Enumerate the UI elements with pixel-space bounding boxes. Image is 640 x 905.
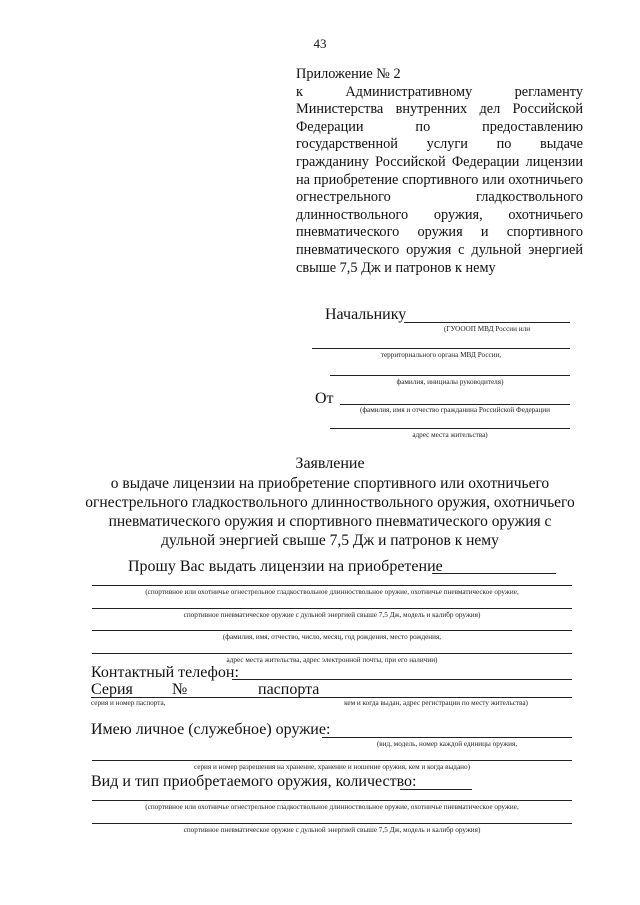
statement-title: Заявление <box>295 455 365 472</box>
caption-personal-2: серия и номер разрешения на хранение, хранение и ношение оружия, кем и когда выдано) <box>194 763 470 771</box>
person-line-1[interactable] <box>92 630 572 631</box>
person-line-2[interactable] <box>92 653 572 654</box>
acquire-line-2[interactable] <box>92 823 572 824</box>
statement-line-1: о выдаче лицензии на приобретение спортивного или охотничьего <box>110 475 550 492</box>
passport-line[interactable] <box>91 697 572 698</box>
caption-acquire-1: (спортивное или охотничье огнестрельное гладкоствольное длинноствольное оружие, охотничье пневматическое оружие, <box>145 803 519 811</box>
address-line[interactable] <box>330 428 570 429</box>
from-label: От <box>315 390 334 407</box>
caption-person-1: (фамилия, имя, отчество, число, месяц, год рождения, место рождения, <box>222 633 442 641</box>
caption-passport-left: серия и номер паспорта, <box>91 699 166 707</box>
acquire-line[interactable] <box>400 789 472 790</box>
caption-address: адрес места жительства) <box>412 431 488 439</box>
head-name-line[interactable] <box>330 375 570 376</box>
page-number: 43 <box>313 36 327 51</box>
appendix-body: к Административному регламенту Министерства внутренних дел Российской Федерации по предоставлению государственной услуги по выдаче гражданину Российской Федерации лицензии на приобретение спортивного или охотничьего огнестрельного гладкоствольного длинноствольного оружия, охотничьего пневматического оружия и спортивного пневматического оружия с дульной энергией свыше 7,5 Дж и патронов к нему <box>296 83 583 276</box>
weapon-line-2[interactable] <box>92 608 572 609</box>
series-label: Серия <box>91 681 133 698</box>
statement-line-2: огнестрельного гладкоствольного длинноствольного оружия, охотничьего <box>85 494 575 511</box>
request-line[interactable] <box>432 573 556 574</box>
acquire-label: Вид и тип приобретаемого оружия, количество: <box>91 773 417 790</box>
territorial-line[interactable] <box>312 348 570 349</box>
appendix-title: Приложение № 2 <box>296 66 401 82</box>
caption-weapon-1: (спортивное или охотничье огнестрельное гладкоствольное длинноствольное оружие, охотничье пневматическое оружие, <box>145 588 519 596</box>
passport-label: паспорта <box>258 681 320 698</box>
appendix-block <box>296 66 583 277</box>
personal-weapon-line[interactable] <box>322 737 572 738</box>
request-label: Прошу Вас выдать лицензии на приобретение <box>128 558 443 575</box>
weapon-line-1[interactable] <box>92 585 572 586</box>
caption-citizen: (фамилия, имя и отчество гражданина Российской Федерации <box>359 406 551 414</box>
chief-label: Начальнику <box>325 306 407 323</box>
caption-gu: (ГУОООП МВД России или <box>443 325 531 333</box>
caption-acquire-2: спортивное пневматическое оружие с дульной энергией свыше 7,5 Дж, модель и калибр оружия) <box>183 826 481 834</box>
caption-weapon-2: спортивное пневматическое оружие с дульной энергией свыше 7,5 Дж, модель и калибр оружия) <box>183 611 481 619</box>
chief-name-line[interactable] <box>404 322 570 323</box>
caption-passport-right: кем и когда выдан, адрес регистрации по месту жительства) <box>344 699 528 707</box>
personal-weapon-label: Имею личное (служебное) оружие: <box>91 721 331 738</box>
caption-personal-1: (вид, модель, номер каждой единицы оружия, <box>376 740 518 748</box>
number-label: № <box>172 681 188 698</box>
caption-head: фамилия, инициалы руководителя) <box>396 378 504 386</box>
phone-label: Контактный телефон: <box>91 664 239 681</box>
phone-line[interactable] <box>232 679 572 680</box>
statement-line-3: пневматического оружия и спортивного пневматического оружия с <box>108 513 552 530</box>
acquire-line-1[interactable] <box>92 800 572 801</box>
caption-territorial: территориального органа МВД России, <box>380 351 502 359</box>
from-line[interactable] <box>340 404 570 405</box>
personal-permit-line[interactable] <box>92 760 572 761</box>
statement-line-4: дульной энергией свыше 7,5 Дж и патронов к нему <box>161 532 499 549</box>
caption-person-2: адрес места жительства, адрес электронной почты, при его наличии) <box>226 656 438 664</box>
